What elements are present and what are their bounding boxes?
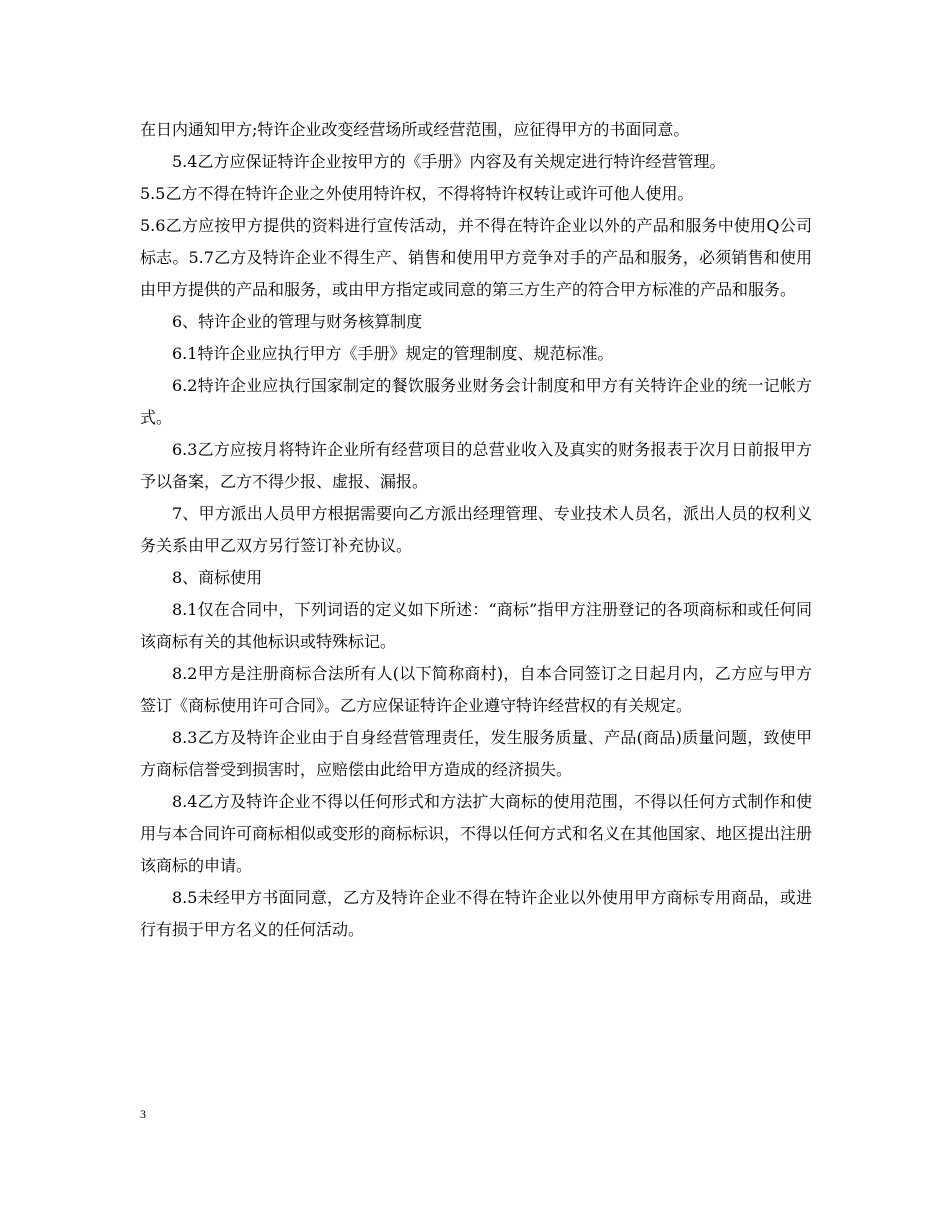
paragraph-7: 7、甲方派出人员甲方根据需要向乙方派出经理管理、专业技术人员名，派出人员的权利义务关系由甲乙双方另行签订补充协议。 [140,504,812,555]
paragraph-6-1: 6.1特许企业应执行甲方《手册》规定的管理制度、规范标准。 [172,344,614,363]
paragraph-8-5: 8.5未经甲方书面同意，乙方及特许企业不得在特许企业以外使用甲方商标专用商品，或进行有损于甲方名义的任何活动。 [140,888,812,939]
page-number: 3 [140,1107,146,1121]
document-body [140,114,812,946]
section-heading-8: 8、商标使用 [172,568,263,587]
section-heading-6: 6、特许企业的管理与财务核算制度 [172,312,423,331]
paragraph-8-1: 8.1仅在合同中，下列词语的定义如下所述：“商标”指甲方注册登记的各项商标和或任何同该商标有关的其他标识或特殊标记。 [140,600,812,651]
paragraph-6-3: 6.3乙方应按月将特许企业所有经营项目的总营业收入及真实的财务报表于次月日前报甲方予以备案，乙方不得少报、虚报、漏报。 [140,440,812,491]
paragraph-6-2: 6.2特许企业应执行国家制定的餐饮服务业财务会计制度和甲方有关特许企业的统一记帐方式。 [140,376,812,427]
paragraph-3: 5.5乙方不得在特许企业之外使用特许权，不得将特许权转让或许可他人使用。 [140,184,694,203]
paragraph-4: 5.6乙方应按甲方提供的资料进行宣传活动，并不得在特许企业以外的产品和服务中使用Q公司标志。5.7乙方及特许企业不得生产、销售和使用甲方竞争对手的产品和服务，必须销售和使用由甲方提供的产品和服务，或由甲方指定或同意的第三方生产的符合甲方标准的产品和服务。 [140,216,812,299]
paragraph-8-3: 8.3乙方及特许企业由于自身经营管理责任，发生服务质量、产品(商品)质量问题，致使甲方商标信誉受到损害时，应赔偿由此给甲方造成的经济损失。 [140,728,812,779]
paragraph-8-4: 8.4乙方及特许企业不得以任何形式和方法扩大商标的使用范围，不得以任何方式制作和使用与本合同许可商标相似或变形的商标标识，不得以任何方式和名义在其他国家、地区提出注册该商标的申请。 [140,792,813,875]
paragraph-8-2: 8.2甲方是注册商标合法所有人(以下简称商村)，自本合同签订之日起月内，乙方应与甲方签订《商标使用许可合同》。乙方应保证特许企业遵守特许经营权的有关规定。 [140,664,812,715]
paragraph-1: 在日内通知甲方;特许企业改变经营场所或经营范围，应征得甲方的书面同意。 [140,120,690,139]
paragraph-2: 5.4乙方应保证特许企业按甲方的《手册》内容及有关规定进行特许经营管理。 [172,152,726,171]
